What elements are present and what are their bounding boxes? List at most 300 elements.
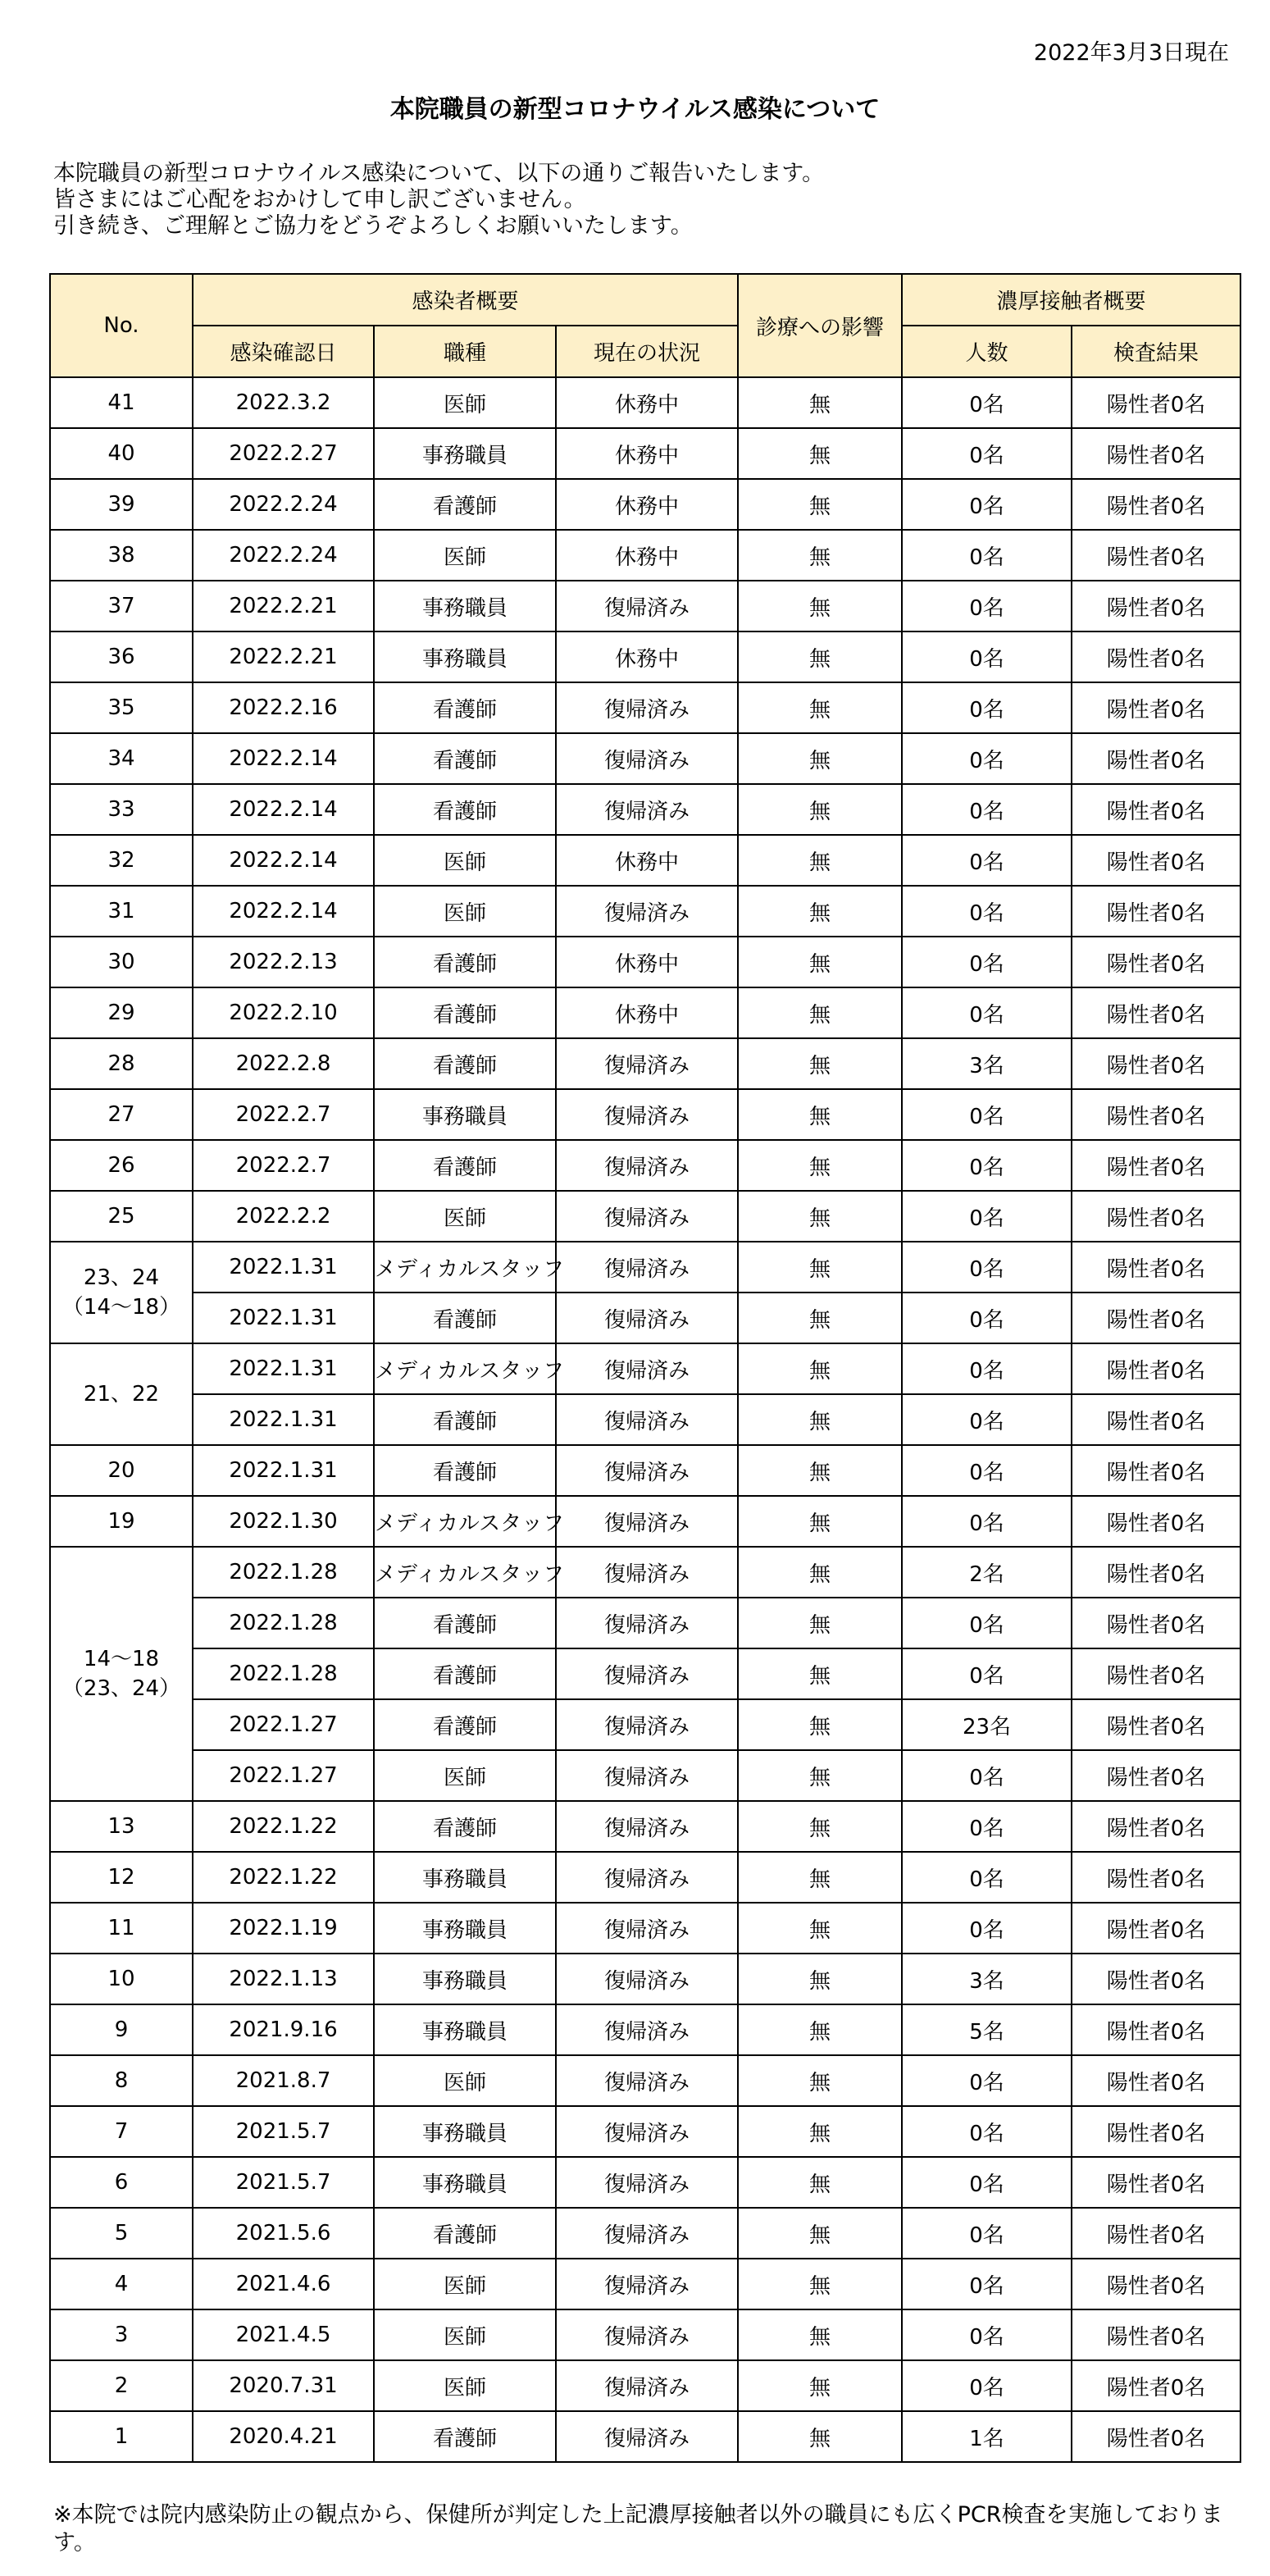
test-result-cell: 陽性者0名 <box>1072 2360 1240 2411</box>
test-result-cell: 陽性者0名 <box>1072 886 1240 937</box>
contact-count-cell: 2名 <box>902 1547 1072 1598</box>
header-status: 現在の状況 <box>556 326 738 377</box>
test-result-cell: 陽性者0名 <box>1072 1598 1240 1648</box>
case-number-cell: 34 <box>50 733 193 784</box>
table-body <box>50 377 1240 2462</box>
confirm-date-cell: 2022.2.14 <box>193 886 374 937</box>
table-row <box>50 2004 1240 2055</box>
status-cell: 復帰済み <box>556 1954 738 2004</box>
confirm-date-cell: 2022.1.22 <box>193 1801 374 1852</box>
confirm-date-cell: 2021.8.7 <box>193 2055 374 2106</box>
status-cell: 休務中 <box>556 631 738 682</box>
occupation-cell: 医師 <box>374 835 556 886</box>
occupation-cell: 事務職員 <box>374 428 556 479</box>
confirm-date-cell: 2022.2.2 <box>193 1191 374 1242</box>
status-cell: 復帰済み <box>556 2208 738 2259</box>
impact-cell: 無 <box>738 937 902 987</box>
status-cell: 復帰済み <box>556 1293 738 1343</box>
confirm-date-cell: 2020.4.21 <box>193 2411 374 2462</box>
impact-cell: 無 <box>738 886 902 937</box>
contact-count-cell: 0名 <box>902 581 1072 631</box>
confirm-date-cell: 2022.1.31 <box>193 1242 374 1293</box>
status-cell: 復帰済み <box>556 2259 738 2309</box>
case-number-cell: 36 <box>50 631 193 682</box>
case-number-cell: 40 <box>50 428 193 479</box>
impact-cell: 無 <box>738 1954 902 2004</box>
test-result-cell: 陽性者0名 <box>1072 2309 1240 2360</box>
status-cell: 復帰済み <box>556 1903 738 1954</box>
impact-cell: 無 <box>738 682 902 733</box>
test-result-cell: 陽性者0名 <box>1072 1293 1240 1343</box>
table-row <box>50 682 1240 733</box>
impact-cell: 無 <box>738 784 902 835</box>
status-cell: 復帰済み <box>556 1089 738 1140</box>
header-contact-summary: 濃厚接触者概要 <box>902 274 1240 326</box>
test-result-cell: 陽性者0名 <box>1072 428 1240 479</box>
test-result-cell: 陽性者0名 <box>1072 377 1240 428</box>
table-row <box>50 987 1240 1038</box>
impact-cell: 無 <box>738 1140 902 1191</box>
test-result-cell: 陽性者0名 <box>1072 2004 1240 2055</box>
table-row <box>50 2106 1240 2157</box>
case-number-cell: 29 <box>50 987 193 1038</box>
occupation-cell: 看護師 <box>374 1445 556 1496</box>
status-cell: 休務中 <box>556 428 738 479</box>
contact-count-cell: 0名 <box>902 2208 1072 2259</box>
case-number-cell: 10 <box>50 1954 193 2004</box>
contact-count-cell: 0名 <box>902 784 1072 835</box>
header-contact-count: 人数 <box>902 326 1072 377</box>
table-row <box>50 1293 1240 1343</box>
confirm-date-cell: 2022.1.22 <box>193 1852 374 1903</box>
contact-count-cell: 0名 <box>902 835 1072 886</box>
table-row <box>50 1089 1240 1140</box>
contact-count-cell: 0名 <box>902 2055 1072 2106</box>
contact-count-cell: 0名 <box>902 1191 1072 1242</box>
occupation-cell: 看護師 <box>374 1801 556 1852</box>
case-number-cell: 33 <box>50 784 193 835</box>
confirm-date-cell: 2022.1.30 <box>193 1496 374 1547</box>
header-occupation: 職種 <box>374 326 556 377</box>
contact-count-cell: 0名 <box>902 2360 1072 2411</box>
contact-count-cell: 0名 <box>902 1598 1072 1648</box>
impact-cell: 無 <box>738 631 902 682</box>
contact-count-cell: 0名 <box>902 1852 1072 1903</box>
status-cell: 復帰済み <box>556 2106 738 2157</box>
impact-cell: 無 <box>738 1445 902 1496</box>
header-impact: 診療への影響 <box>738 274 902 377</box>
test-result-cell: 陽性者0名 <box>1072 937 1240 987</box>
confirm-date-cell: 2021.4.6 <box>193 2259 374 2309</box>
occupation-cell: 看護師 <box>374 1648 556 1699</box>
table-row <box>50 1801 1240 1852</box>
occupation-cell: 医師 <box>374 2055 556 2106</box>
test-result-cell: 陽性者0名 <box>1072 1038 1240 1089</box>
case-number-cell: 26 <box>50 1140 193 1191</box>
status-cell: 復帰済み <box>556 2004 738 2055</box>
contact-count-cell: 0名 <box>902 2106 1072 2157</box>
impact-cell: 無 <box>738 2004 902 2055</box>
status-cell: 休務中 <box>556 479 738 530</box>
impact-cell: 無 <box>738 2360 902 2411</box>
header-infected-summary: 感染者概要 <box>193 274 738 326</box>
contact-count-cell: 0名 <box>902 1648 1072 1699</box>
table-row <box>50 1750 1240 1801</box>
impact-cell: 無 <box>738 581 902 631</box>
table-row <box>50 1547 1240 1598</box>
contact-count-cell: 0名 <box>902 1089 1072 1140</box>
test-result-cell: 陽性者0名 <box>1072 2259 1240 2309</box>
contact-count-cell: 0名 <box>902 1293 1072 1343</box>
impact-cell: 無 <box>738 1293 902 1343</box>
status-cell: 復帰済み <box>556 784 738 835</box>
confirm-date-cell: 2022.2.16 <box>193 682 374 733</box>
contact-count-cell: 3名 <box>902 1038 1072 1089</box>
confirm-date-cell: 2021.5.6 <box>193 2208 374 2259</box>
case-number-cell: 19 <box>50 1496 193 1547</box>
impact-cell: 無 <box>738 1903 902 1954</box>
impact-cell: 無 <box>738 835 902 886</box>
table-row <box>50 1343 1240 1394</box>
impact-cell: 無 <box>738 987 902 1038</box>
table-row <box>50 2309 1240 2360</box>
impact-cell: 無 <box>738 1598 902 1648</box>
test-result-cell: 陽性者0名 <box>1072 581 1240 631</box>
occupation-cell: メディカルスタッフ <box>374 1547 556 1598</box>
impact-cell: 無 <box>738 1242 902 1293</box>
table-row <box>50 2259 1240 2309</box>
confirm-date-cell: 2021.9.16 <box>193 2004 374 2055</box>
impact-cell: 無 <box>738 2411 902 2462</box>
case-number-cell: 32 <box>50 835 193 886</box>
contact-count-cell: 0名 <box>902 479 1072 530</box>
occupation-cell: 事務職員 <box>374 2004 556 2055</box>
occupation-cell: メディカルスタッフ <box>374 1343 556 1394</box>
impact-cell: 無 <box>738 1547 902 1598</box>
contact-count-cell: 0名 <box>902 1445 1072 1496</box>
status-cell: 復帰済み <box>556 1699 738 1750</box>
confirm-date-cell: 2022.2.27 <box>193 428 374 479</box>
confirm-date-cell: 2022.1.31 <box>193 1394 374 1445</box>
table-row <box>50 1191 1240 1242</box>
confirm-date-cell: 2022.2.8 <box>193 1038 374 1089</box>
report-date: 2022年3月3日現在 <box>1033 40 1229 66</box>
confirm-date-cell: 2022.2.7 <box>193 1140 374 1191</box>
contact-count-cell: 0名 <box>902 733 1072 784</box>
case-number-cell: 12 <box>50 1852 193 1903</box>
impact-cell: 無 <box>738 530 902 581</box>
occupation-cell: 看護師 <box>374 1598 556 1648</box>
occupation-cell: 医師 <box>374 377 556 428</box>
impact-cell: 無 <box>738 1801 902 1852</box>
test-result-cell: 陽性者0名 <box>1072 1954 1240 2004</box>
table-row <box>50 581 1240 631</box>
occupation-cell: 看護師 <box>374 1293 556 1343</box>
confirm-date-cell: 2022.2.13 <box>193 937 374 987</box>
test-result-cell: 陽性者0名 <box>1072 733 1240 784</box>
confirm-date-cell: 2021.5.7 <box>193 2106 374 2157</box>
header-confirm-date: 感染確認日 <box>193 326 374 377</box>
test-result-cell: 陽性者0名 <box>1072 1445 1240 1496</box>
table-row <box>50 1038 1240 1089</box>
status-cell: 復帰済み <box>556 733 738 784</box>
header-test-result: 検査結果 <box>1072 326 1240 377</box>
case-number-cell: 30 <box>50 937 193 987</box>
impact-cell: 無 <box>738 2208 902 2259</box>
status-cell: 復帰済み <box>556 1445 738 1496</box>
contact-count-cell: 0名 <box>902 1242 1072 1293</box>
occupation-cell: 医師 <box>374 530 556 581</box>
case-number-cell: 28 <box>50 1038 193 1089</box>
confirm-date-cell: 2022.3.2 <box>193 377 374 428</box>
confirm-date-cell: 2022.1.27 <box>193 1699 374 1750</box>
test-result-cell: 陽性者0名 <box>1072 835 1240 886</box>
test-result-cell: 陽性者0名 <box>1072 682 1240 733</box>
occupation-cell: 事務職員 <box>374 1089 556 1140</box>
impact-cell: 無 <box>738 2157 902 2208</box>
contact-count-cell: 0名 <box>902 1903 1072 1954</box>
impact-cell: 無 <box>738 1648 902 1699</box>
impact-cell: 無 <box>738 2106 902 2157</box>
test-result-cell: 陽性者0名 <box>1072 2157 1240 2208</box>
status-cell: 復帰済み <box>556 2055 738 2106</box>
confirm-date-cell: 2022.2.24 <box>193 479 374 530</box>
confirm-date-cell: 2021.4.5 <box>193 2309 374 2360</box>
occupation-cell: 医師 <box>374 2259 556 2309</box>
table-row <box>50 1699 1240 1750</box>
case-number-cell: 2 <box>50 2360 193 2411</box>
confirm-date-cell: 2022.2.10 <box>193 987 374 1038</box>
table-row <box>50 835 1240 886</box>
occupation-cell: メディカルスタッフ <box>374 1242 556 1293</box>
table-row <box>50 2208 1240 2259</box>
occupation-cell: 看護師 <box>374 784 556 835</box>
contact-count-cell: 0名 <box>902 2309 1072 2360</box>
status-cell: 休務中 <box>556 987 738 1038</box>
case-number-cell: 4 <box>50 2259 193 2309</box>
test-result-cell: 陽性者0名 <box>1072 1496 1240 1547</box>
test-result-cell: 陽性者0名 <box>1072 1394 1240 1445</box>
table-row <box>50 1242 1240 1293</box>
case-number-cell: 20 <box>50 1445 193 1496</box>
impact-cell: 無 <box>738 479 902 530</box>
impact-cell: 無 <box>738 1343 902 1394</box>
table-row <box>50 1648 1240 1699</box>
contact-count-cell: 0名 <box>902 530 1072 581</box>
test-result-cell: 陽性者0名 <box>1072 1648 1240 1699</box>
table-row <box>50 1598 1240 1648</box>
case-number-cell: 21、22 <box>50 1343 193 1445</box>
test-result-cell: 陽性者0名 <box>1072 479 1240 530</box>
occupation-cell: 看護師 <box>374 682 556 733</box>
contact-count-cell: 0名 <box>902 2157 1072 2208</box>
table-row <box>50 937 1240 987</box>
contact-count-cell: 0名 <box>902 987 1072 1038</box>
status-cell: 復帰済み <box>556 1038 738 1089</box>
status-cell: 休務中 <box>556 530 738 581</box>
table-row <box>50 2411 1240 2462</box>
status-cell: 復帰済み <box>556 1394 738 1445</box>
impact-cell: 無 <box>738 1750 902 1801</box>
case-number-cell: 31 <box>50 886 193 937</box>
occupation-cell: 事務職員 <box>374 631 556 682</box>
confirm-date-cell: 2022.1.28 <box>193 1648 374 1699</box>
confirm-date-cell: 2022.1.28 <box>193 1598 374 1648</box>
occupation-cell: 事務職員 <box>374 1954 556 2004</box>
occupation-cell: 事務職員 <box>374 1852 556 1903</box>
test-result-cell: 陽性者0名 <box>1072 1242 1240 1293</box>
status-cell: 復帰済み <box>556 581 738 631</box>
status-cell: 復帰済み <box>556 1598 738 1648</box>
status-cell: 復帰済み <box>556 2360 738 2411</box>
status-cell: 復帰済み <box>556 2309 738 2360</box>
contact-count-cell: 0名 <box>902 377 1072 428</box>
status-cell: 復帰済み <box>556 1648 738 1699</box>
table-row <box>50 2157 1240 2208</box>
contact-count-cell: 0名 <box>902 886 1072 937</box>
occupation-cell: 看護師 <box>374 1699 556 1750</box>
contact-count-cell: 1名 <box>902 2411 1072 2462</box>
occupation-cell: 医師 <box>374 1191 556 1242</box>
table-row <box>50 1903 1240 1954</box>
case-number-cell: 38 <box>50 530 193 581</box>
occupation-cell: 看護師 <box>374 733 556 784</box>
confirm-date-cell: 2022.1.31 <box>193 1293 374 1343</box>
test-result-cell: 陽性者0名 <box>1072 1801 1240 1852</box>
impact-cell: 無 <box>738 1496 902 1547</box>
occupation-cell: 医師 <box>374 886 556 937</box>
status-cell: 復帰済み <box>556 2157 738 2208</box>
impact-cell: 無 <box>738 2309 902 2360</box>
test-result-cell: 陽性者0名 <box>1072 987 1240 1038</box>
case-number-cell: 37 <box>50 581 193 631</box>
confirm-date-cell: 2022.1.28 <box>193 1547 374 1598</box>
status-cell: 復帰済み <box>556 1343 738 1394</box>
contact-count-cell: 23名 <box>902 1699 1072 1750</box>
table-row <box>50 1496 1240 1547</box>
contact-count-cell: 3名 <box>902 1954 1072 2004</box>
case-number-cell: 25 <box>50 1191 193 1242</box>
test-result-cell: 陽性者0名 <box>1072 1140 1240 1191</box>
contact-count-cell: 0名 <box>902 1750 1072 1801</box>
case-number-cell: 1 <box>50 2411 193 2462</box>
status-cell: 復帰済み <box>556 886 738 937</box>
case-number-cell: 8 <box>50 2055 193 2106</box>
confirm-date-cell: 2022.2.14 <box>193 784 374 835</box>
status-cell: 復帰済み <box>556 682 738 733</box>
status-cell: 復帰済み <box>556 1140 738 1191</box>
confirm-date-cell: 2022.1.31 <box>193 1343 374 1394</box>
table-row <box>50 530 1240 581</box>
table-row <box>50 1394 1240 1445</box>
table-row <box>50 2055 1240 2106</box>
case-number-cell: 5 <box>50 2208 193 2259</box>
confirm-date-cell: 2022.2.24 <box>193 530 374 581</box>
test-result-cell: 陽性者0名 <box>1072 1750 1240 1801</box>
test-result-cell: 陽性者0名 <box>1072 2411 1240 2462</box>
contact-count-cell: 0名 <box>902 1394 1072 1445</box>
confirm-date-cell: 2022.1.31 <box>193 1445 374 1496</box>
impact-cell: 無 <box>738 2055 902 2106</box>
occupation-cell: 医師 <box>374 1750 556 1801</box>
table-row <box>50 784 1240 835</box>
case-number-cell: 7 <box>50 2106 193 2157</box>
test-result-cell: 陽性者0名 <box>1072 2208 1240 2259</box>
status-cell: 復帰済み <box>556 1191 738 1242</box>
intro-line: 引き続き、ご理解とご協力をどうぞよろしくお願いいたします。 <box>53 213 693 239</box>
contact-count-cell: 0名 <box>902 2259 1072 2309</box>
impact-cell: 無 <box>738 377 902 428</box>
test-result-cell: 陽性者0名 <box>1072 631 1240 682</box>
status-cell: 休務中 <box>556 835 738 886</box>
test-result-cell: 陽性者0名 <box>1072 530 1240 581</box>
intro-line: 本院職員の新型コロナウイルス感染について、以下の通りご報告いたします。 <box>53 161 825 186</box>
occupation-cell: 医師 <box>374 2360 556 2411</box>
intro-text <box>53 161 824 239</box>
table-row <box>50 428 1240 479</box>
confirm-date-cell: 2022.2.21 <box>193 631 374 682</box>
impact-cell: 無 <box>738 733 902 784</box>
table-row <box>50 631 1240 682</box>
table-row <box>50 1852 1240 1903</box>
confirm-date-cell: 2022.1.27 <box>193 1750 374 1801</box>
impact-cell: 無 <box>738 1852 902 1903</box>
contact-count-cell: 0名 <box>902 937 1072 987</box>
confirm-date-cell: 2022.2.21 <box>193 581 374 631</box>
case-number-cell: 35 <box>50 682 193 733</box>
impact-cell: 無 <box>738 2259 902 2309</box>
impact-cell: 無 <box>738 1699 902 1750</box>
occupation-cell: 看護師 <box>374 1394 556 1445</box>
occupation-cell: 事務職員 <box>374 1903 556 1954</box>
occupation-cell: 看護師 <box>374 2208 556 2259</box>
occupation-cell: 事務職員 <box>374 581 556 631</box>
test-result-cell: 陽性者0名 <box>1072 1852 1240 1903</box>
occupation-cell: 看護師 <box>374 2411 556 2462</box>
impact-cell: 無 <box>738 1089 902 1140</box>
occupation-cell: 看護師 <box>374 1140 556 1191</box>
occupation-cell: 看護師 <box>374 479 556 530</box>
confirm-date-cell: 2022.1.19 <box>193 1903 374 1954</box>
footnote: ※本院では院内感染防止の観点から、保健所が判定した上記濃厚接触者以外の職員にも広くPCR検査を実施しております。 <box>53 2502 1223 2555</box>
contact-count-cell: 0名 <box>902 1140 1072 1191</box>
case-number-cell: 27 <box>50 1089 193 1140</box>
test-result-cell: 陽性者0名 <box>1072 1089 1240 1140</box>
occupation-cell: 看護師 <box>374 937 556 987</box>
case-number-cell: 14〜18 （23、24） <box>50 1547 193 1801</box>
test-result-cell: 陽性者0名 <box>1072 2106 1240 2157</box>
table-row <box>50 733 1240 784</box>
confirm-date-cell: 2022.2.14 <box>193 835 374 886</box>
status-cell: 復帰済み <box>556 1801 738 1852</box>
impact-cell: 無 <box>738 1191 902 1242</box>
occupation-cell: 事務職員 <box>374 2106 556 2157</box>
intro-line: 皆さまにはご心配をおかけして申し訳ございません。 <box>53 187 586 212</box>
test-result-cell: 陽性者0名 <box>1072 784 1240 835</box>
table-row <box>50 1445 1240 1496</box>
table-row <box>50 1140 1240 1191</box>
status-cell: 復帰済み <box>556 1750 738 1801</box>
contact-count-cell: 5名 <box>902 2004 1072 2055</box>
confirm-date-cell: 2021.5.7 <box>193 2157 374 2208</box>
test-result-cell: 陽性者0名 <box>1072 1191 1240 1242</box>
impact-cell: 無 <box>738 1038 902 1089</box>
table-row <box>50 2360 1240 2411</box>
confirm-date-cell: 2022.2.14 <box>193 733 374 784</box>
case-number-cell: 6 <box>50 2157 193 2208</box>
occupation-cell: 看護師 <box>374 987 556 1038</box>
impact-cell: 無 <box>738 428 902 479</box>
